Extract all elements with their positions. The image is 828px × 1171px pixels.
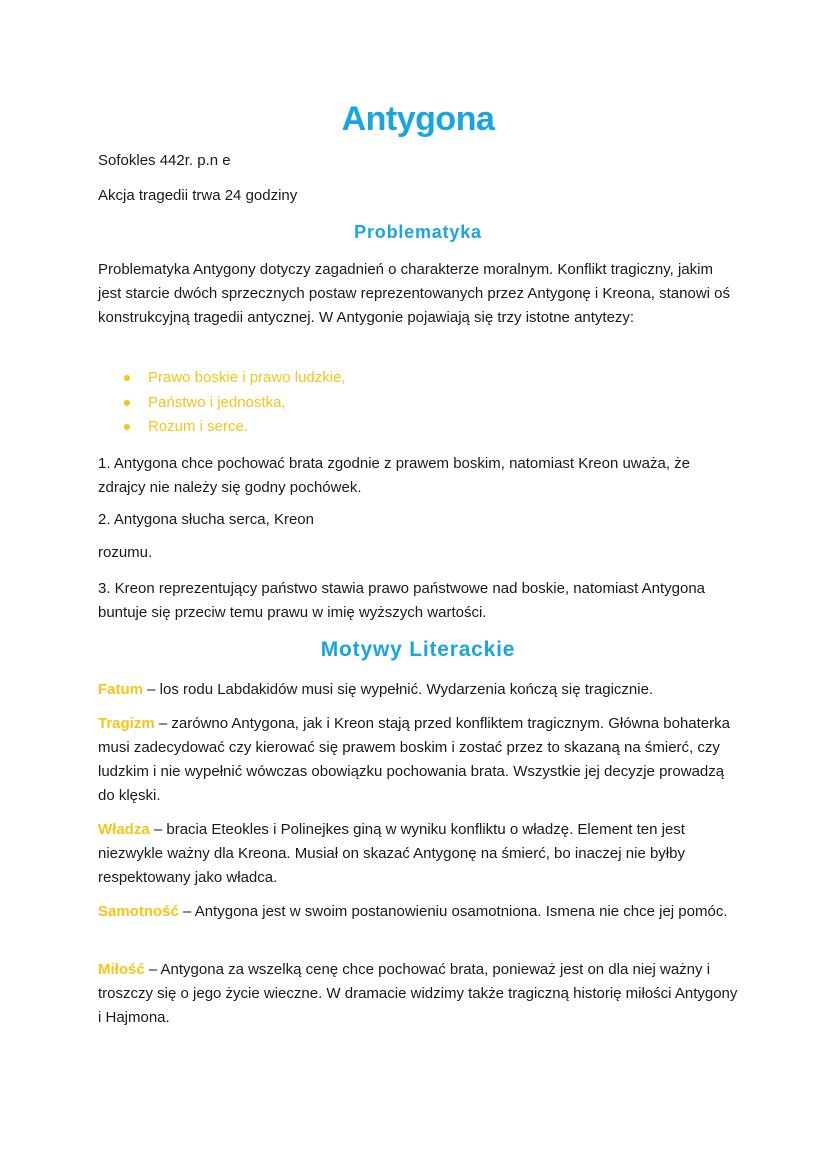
point-2: 2. Antygona słucha serca, Kreon	[98, 511, 314, 528]
problematyka-intro: Problematyka Antygony dotyczy zagadnień o charakterze moralnym. Konflikt tragiczny, jakim jest starcie dwóch sprzecznych postaw reprezentowanych przez Antygonę i Kreona, stanowi oś konstrukcyjną tragedii antycznej. W Antygonie pojawiają się trzy istotne antytezy:	[98, 261, 730, 326]
motif-text: – los rodu Labdakidów musi się wypełnić. Wydarzenia kończą się tragicznie.	[143, 681, 654, 698]
motif-term: Władza	[98, 821, 150, 838]
motif-milosc	[98, 958, 738, 1030]
point-2-continued: rozumu.	[98, 544, 153, 561]
antithesis-item: Państwo i jednostka,	[98, 391, 346, 416]
point-3: 3. Kreon reprezentujący państwo stawia prawo państwowe nad boskie, natomiast Antygona buntuje się przeciw temu prawu w imię wyższych wartości.	[98, 580, 706, 621]
motif-text: – bracia Eteokles i Polinejkes giną w wyniku konfliktu o władzę. Element ten jest niezwykle ważny dla Kreona. Musiał on skazać Antygonę na śmierć, bo inaczej nie byłby respektowany jako władca.	[98, 821, 685, 886]
antithesis-item: Prawo boskie i prawo ludzkie,	[98, 366, 346, 391]
antitheses-list	[98, 366, 346, 440]
bullet-icon	[124, 424, 130, 430]
antithesis-item: Rozum i serce.	[98, 415, 346, 440]
motif-text: – zarówno Antygona, jak i Kreon stają przed konfliktem tragicznym. Główna bohaterka musi zadecydować czy kierować się prawem boskim i zostać przez to skazaną na śmierć, czy ludzkim i nie wypełnić wówczas obowiązku pochowania brata. Wszystkie jej decyzje prowadzą do klęski.	[98, 715, 730, 804]
motif-tragizm	[98, 712, 738, 808]
motif-term: Samotność	[98, 903, 179, 920]
motif-wladza	[98, 818, 738, 890]
motif-fatum	[98, 678, 738, 702]
motif-term: Tragizm	[98, 715, 155, 732]
motif-text: – Antygona jest w swoim postanowieniu osamotniona. Ismena nie chce jej pomóc.	[178, 903, 728, 920]
document-title: Antygona	[341, 100, 495, 138]
motif-term: Fatum	[98, 681, 143, 698]
duration-line: Akcja tragedii trwa 24 godziny	[98, 187, 298, 204]
bullet-icon	[124, 400, 130, 406]
author-line: Sofokles 442r. p.n e	[98, 152, 231, 169]
point-1: 1. Antygona chce pochować brata zgodnie z prawem boskim, natomiast Kreon uważa, że zdrajcy nie należy się godny pochówek.	[98, 455, 690, 496]
heading-problematyka: Problematyka	[354, 222, 482, 242]
motif-samotnosc	[98, 900, 738, 924]
heading-motywy: Motywy Literackie	[320, 638, 516, 661]
motif-term: Miłość	[98, 961, 145, 978]
bullet-icon	[124, 375, 130, 381]
motif-text: – Antygona za wszelką cenę chce pochować brata, ponieważ jest on dla niej ważny i troszczy się o jego życie wieczne. W dramacie widzimy także tragiczną historię miłości Antygony i Hajmona.	[98, 961, 738, 1026]
